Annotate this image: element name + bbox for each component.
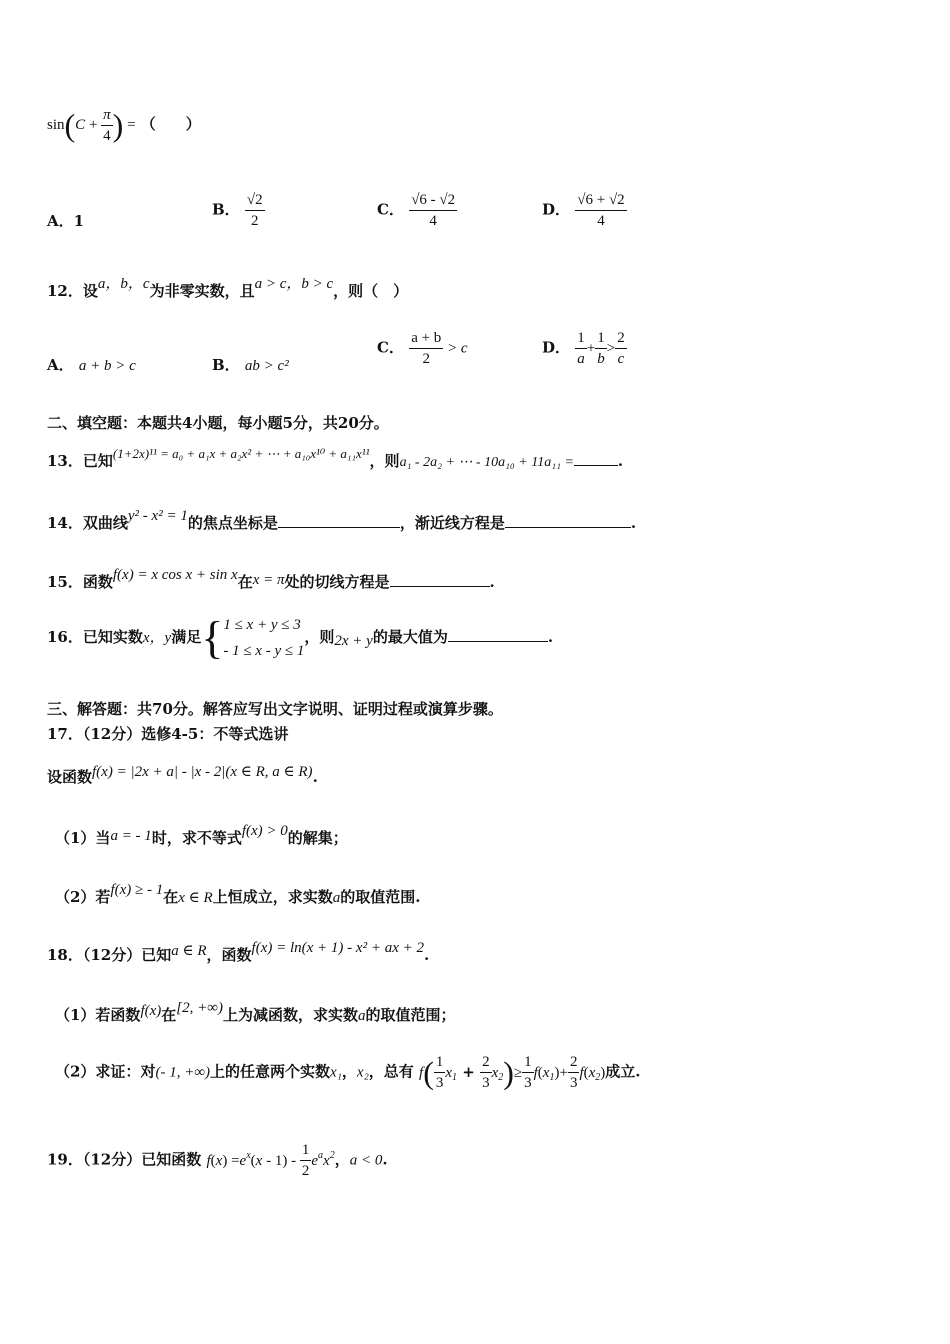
- q11-stem: [47, 105, 201, 146]
- q16-constraints: 1 ≤ x + y ≤ 3 - 1 ≤ x - y ≤ 1: [223, 617, 305, 659]
- section3-title: 三、解答题：共70分。解答应写出文字说明、证明过程或演算步骤。: [47, 700, 503, 718]
- q11-option-b: B． $\frac{√2}{2}$: [212, 192, 263, 229]
- q11-stem-math: sin(C + $\frac{\pi}{4}$ ) =: [47, 107, 136, 144]
- q13-line: 13．已知(1+2x)¹¹ = a₀ + a₁x + a₂x² + ⋯ + a₁₀x¹⁰ + a₁₁x¹¹，则a₁ - 2a₂ + ⋯ - 10a₁₀ + 11a₁₁ = .: [47, 446, 624, 470]
- q12-option-a: A． a + b > c: [47, 356, 136, 374]
- q18-header: 18．（12分）已知a ∈ R，函数f(x) = ln(x + 1) - x² + ax + 2.: [47, 940, 430, 964]
- q17-part2: （2）若f(x) ≥ - 1在x ∈ R上恒成立，求实数a的取值范围.: [55, 882, 421, 906]
- q11-option-d: D． $\frac{√6 + √2}{4}$: [542, 192, 625, 229]
- q11-option-a: A．1: [47, 212, 85, 230]
- q11-option-d-value: $\frac{√6 + √2}{4}$: [577, 192, 625, 229]
- q15-answer-blank[interactable]: [390, 572, 490, 587]
- q14-asymptote-blank[interactable]: [505, 513, 631, 528]
- q18-part2-inequality: f( $\frac{1}{3}$ $x_1$ + $\frac{2}{3}$ $x_2)\ge$ $\frac{1}{3}$ $f(x_1)+$ $\frac{2}{3}$ $f(x_2)$: [419, 1054, 606, 1091]
- q18-part2: （2）求证：对(- 1, +∞)上的任意两个实数x₁，x₂，总有 f( $\frac{1}{3}$ $x_1$ + $\frac{2}{3}$ $x_2)\ge$ $\frac{1}{3}$ $f(x_1)+$ $\frac{2}{3}$ $f(x_2)$成立.: [55, 1054, 641, 1091]
- q18-part1: （1）若函数f(x)在[2, +∞)上为减函数，求实数a的取值范围；: [55, 1000, 456, 1024]
- q19-formula: $f(x) =e^x(x - 1)$ - $\frac{1}{2}$ $e^ax^2$: [206, 1142, 335, 1179]
- q11-option-b-value: $\frac{√2}{2}$: [246, 192, 263, 229]
- section2-title: 二、填空题：本题共4小题，每小题5分，共20分。: [47, 414, 389, 432]
- q16-line: 16．已知实数x，y满足{ 1 ≤ x + y ≤ 3 - 1 ≤ x - y ≤ 1 ，则2x + y的最大值为 .: [47, 612, 554, 663]
- q17-header: 17．（12分）选修4-5：不等式选讲: [47, 725, 289, 743]
- q11-stem-paren: （ ）: [140, 114, 201, 133]
- q19-line: 19．（12分）已知函数 $f(x) =e^x(x - 1)$ - $\frac{1}{2}$ $e^ax^2$，a < 0.: [47, 1142, 388, 1179]
- q12-option-c: C． $\frac{a + b}{2}$ > c: [377, 330, 468, 367]
- q12-option-b: B． ab > c²: [212, 356, 289, 374]
- q14-foci-blank[interactable]: [278, 513, 400, 528]
- q12-stem: 12．设a，b，c为非零实数，且a > c，b > c，则（ ）: [47, 276, 409, 300]
- q12-option-d: D． $\frac{1}{a}$ + $\frac{1}{b}$ > $\frac{2}{c}$: [542, 330, 625, 367]
- q12-option-c-value: $\frac{a + b}{2}$: [411, 330, 442, 367]
- q13-answer-blank[interactable]: [574, 451, 618, 466]
- q11-option-c-value: $\frac{√6 - √2}{4}$: [411, 192, 456, 229]
- q11-option-c: C． $\frac{√6 - √2}{4}$: [377, 192, 456, 229]
- q16-answer-blank[interactable]: [448, 627, 548, 642]
- q15-line: 15．函数f(x) = x cos x + sin x在x = π处的切线方程是 .: [47, 567, 495, 591]
- q17-part1: （1）当a = - 1时，求不等式f(x) > 0的解集；: [55, 823, 348, 847]
- q14-line: 14．双曲线y² - x² = 1的焦点坐标是 ，渐近线方程是 .: [47, 508, 637, 532]
- q17-setup: 设函数f(x) = |2x + a| - |x - 2|(x ∈ R, a ∈ R).: [47, 764, 318, 786]
